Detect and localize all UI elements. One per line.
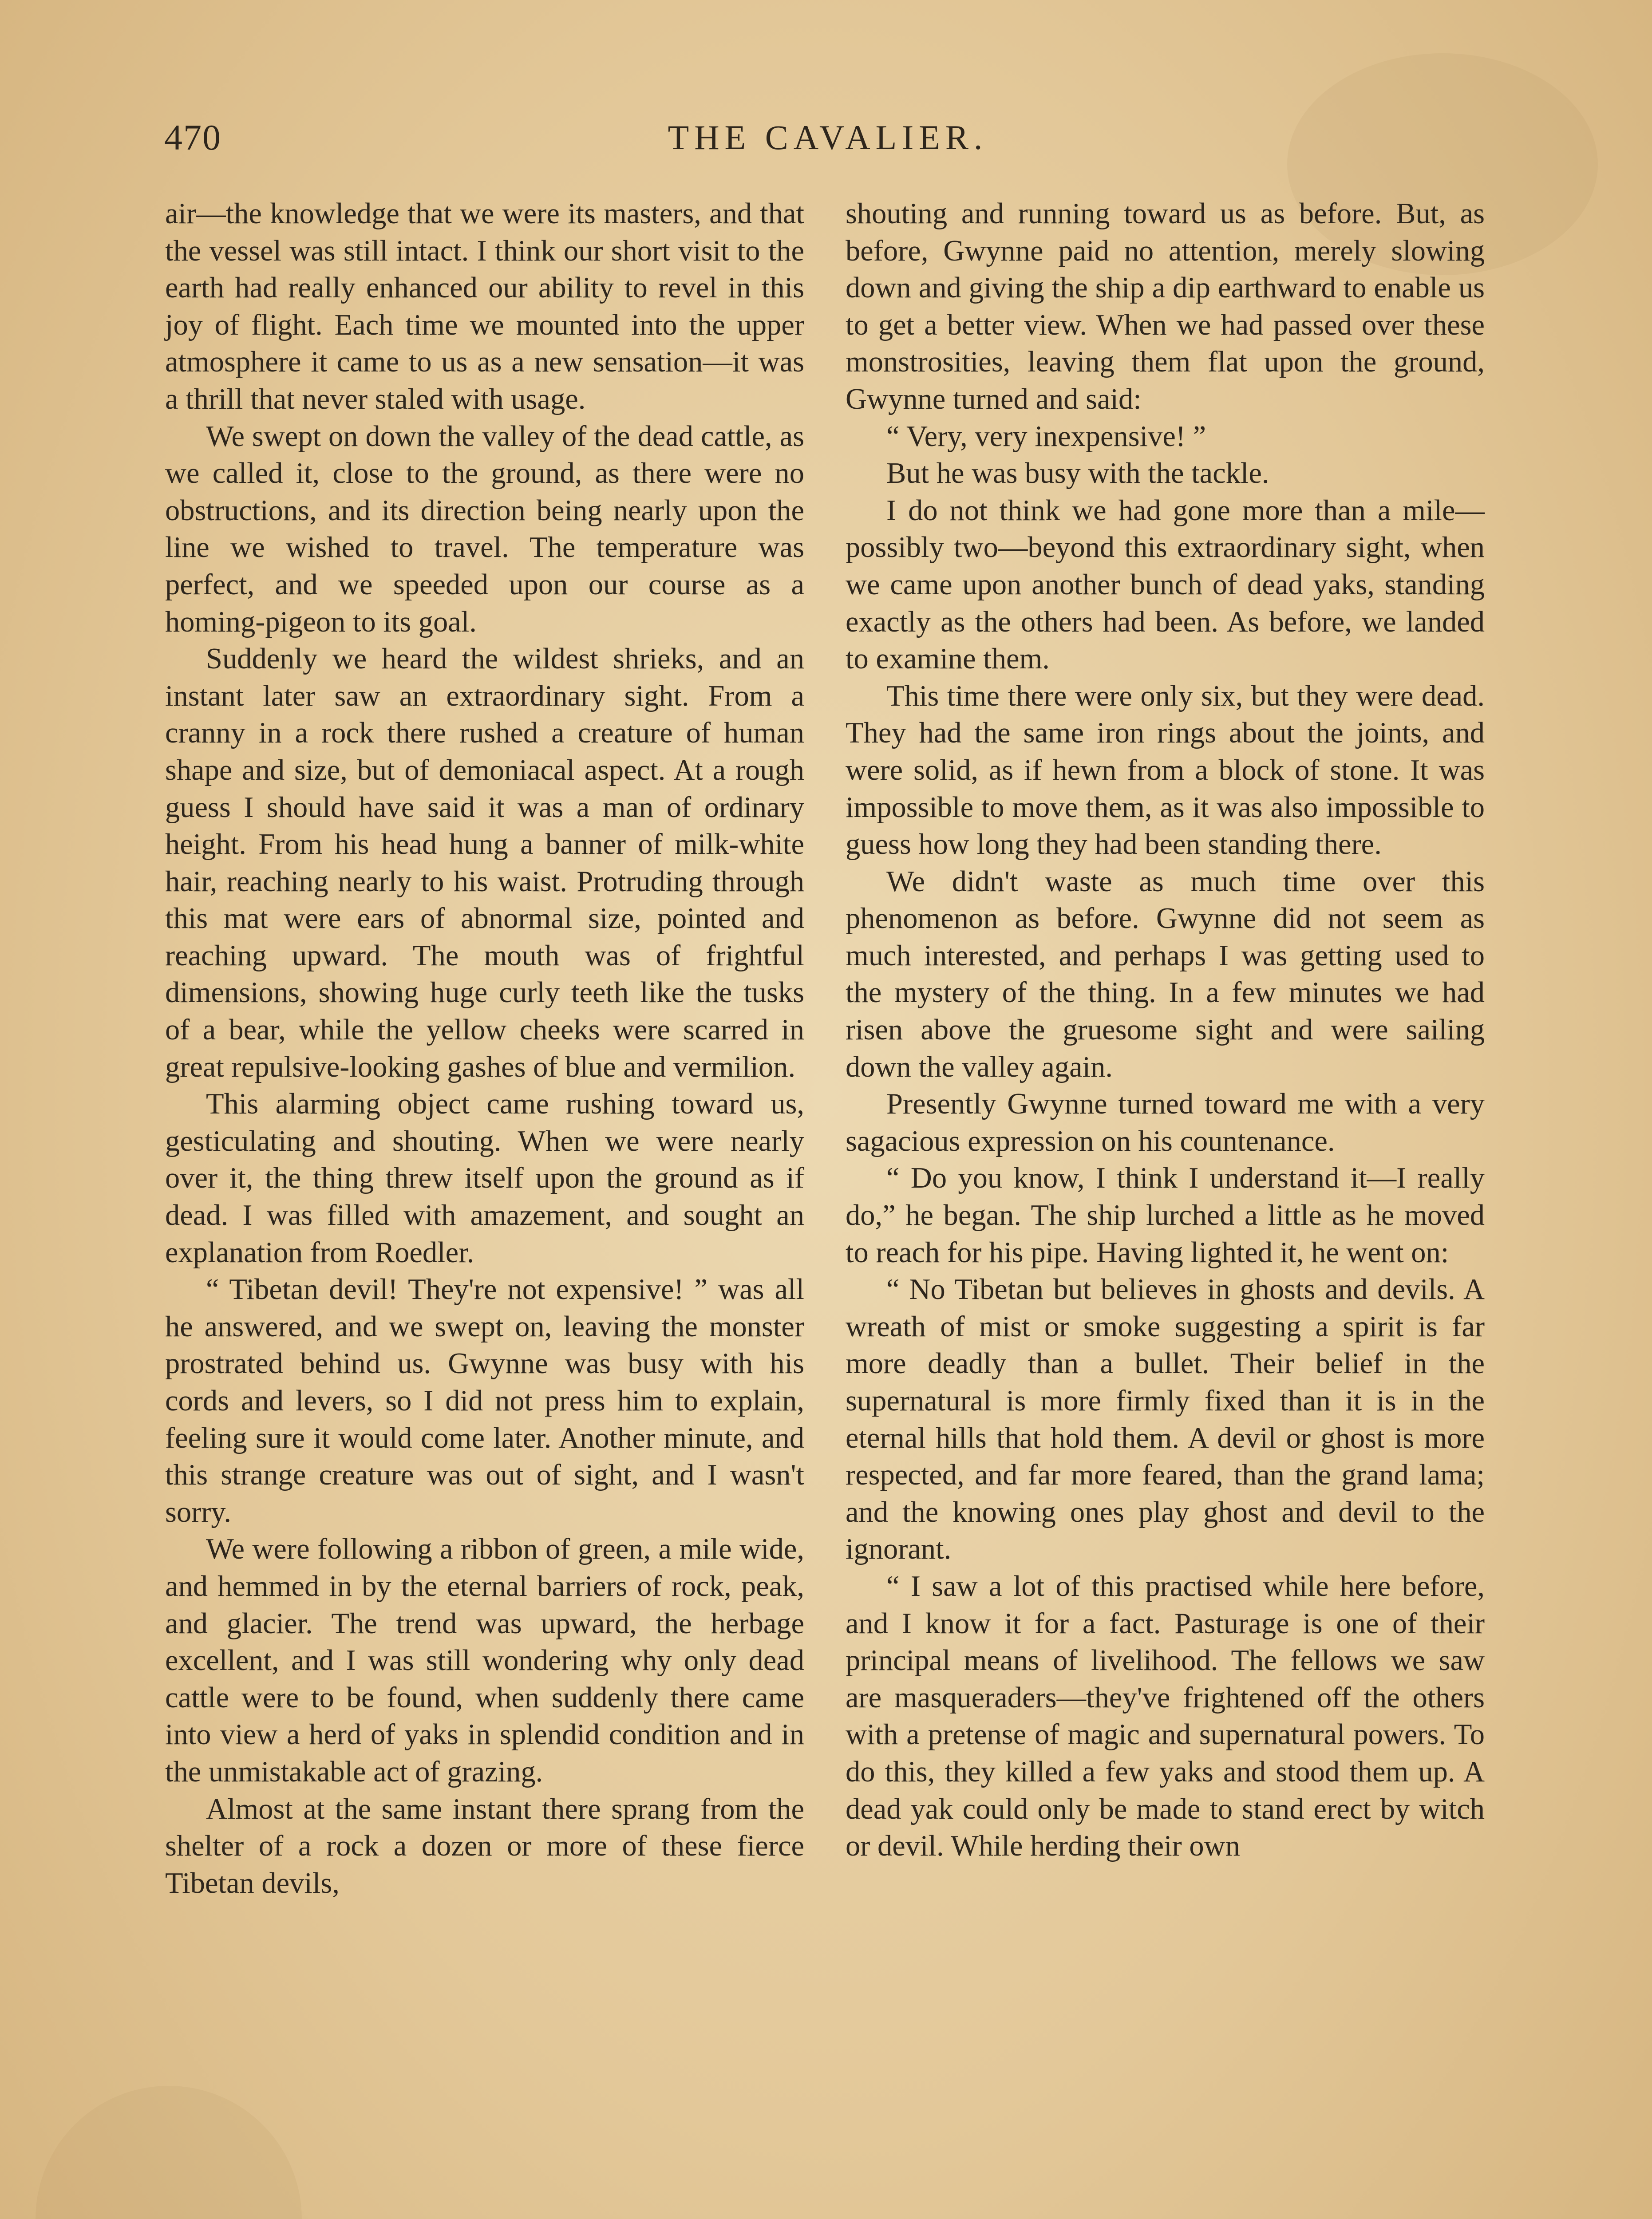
paragraph: This alarming object came rushing toward us, gesticulating and shouting. When we were nearly over it, the thing threw itself upon the ground as if dead. I was filled with amazement, and sought an explanation from Roedler. <box>165 1088 804 1269</box>
paragraph: This time there were only six, but they were dead. They had the same iron rings about the joints, and were solid, as if hewn from a block of stone. It was impossible to move them, as it was also impossible to guess how long they had been standing there. <box>846 679 1485 861</box>
paper-stain <box>36 2086 302 2219</box>
paragraph: air—the knowledge that we were its masters, and that the vessel was still intact. I think our short visit to the earth had really enhanced our ability to revel in this joy of flight. Each time we mounted into the upper atmosphere it came to us as a new sensation—it was a thrill that never staled with usage. <box>165 197 804 415</box>
paragraph: “ Do you know, I think I understand it—I really do,” he began. The ship lurched a little as he moved to reach for his pipe. Having lighted it, he went on: <box>846 1162 1485 1269</box>
running-head-title: THE CAVALIER. <box>668 118 988 157</box>
page-number: 470 <box>164 117 221 158</box>
paragraph: We swept on down the valley of the dead cattle, as we called it, close to the ground, as there were no obstructions, and its direction being nearly upon the line we wished to travel. The temperature was perfect, and we speeded upon our course as a homing-pigeon to its goal. <box>165 420 804 638</box>
paragraph: Presently Gwynne turned toward me with a very sagacious expression on his countenance. <box>846 1088 1485 1157</box>
paragraph: “ Very, very inexpensive! ” <box>886 420 1206 453</box>
paragraph: “ Tibetan devil! They're not expensive! ” was all he answered, and we swept on, leaving the monster prostrated behind us. Gwynne was busy with his cords and levers, so I did not press him to explain, feeling sure it would come later. Another minute, and this strange creature was out of sight, and I wasn't sorry. <box>165 1273 804 1528</box>
left-column <box>165 195 804 1902</box>
page-header <box>164 113 1491 162</box>
paragraph: We didn't waste as much time over this phenomenon as before. Gwynne did not seem as much interested, and perhaps I was getting used to the mystery of the thing. In a few minutes we had risen above the gruesome sight and were sailing down the valley again. <box>846 865 1485 1083</box>
paragraph: Suddenly we heard the wildest shrieks, and an instant later saw an extraordinary sight. From a cranny in a rock there rushed a creature of human shape and size, but of demoniacal aspect. At a rough guess I should have said it was a man of ordinary height. From his head hung a banner of milk-white hair, reaching nearly to his waist. Protruding through this mat were ears of abnormal size, pointed and reaching upward. The mouth was of frightful dimensions, showing huge curly teeth like the tusks of a bear, while the yellow cheeks were scarred in great repulsive-looking gashes of blue and vermilion. <box>165 643 804 1083</box>
paragraph: I do not think we had gone more than a mile—possibly two—beyond this extraordinary sight, when we came upon another bunch of dead yaks, standing exactly as the others had been. As before, we landed to examine them. <box>846 494 1485 675</box>
paragraph: “ No Tibetan but believes in ghosts and devils. A wreath of mist or smoke suggesting a spirit is far more deadly than a bullet. Their belief in the supernatural is more firmly fixed than it is in the eternal hills that hold them. A devil or ghost is more respected, and far more feared, than the grand lama; and the knowing ones play ghost and devil to the ignorant. <box>846 1273 1485 1566</box>
paragraph: We were following a ribbon of green, a mile wide, and hemmed in by the eternal barriers of rock, peak, and glacier. The trend was upward, the herbage excellent, and I was still wondering why only dead cattle were to be found, when suddenly there came into view a herd of yaks in splendid condition and in the unmistakable act of grazing. <box>165 1533 804 1788</box>
paragraph: Almost at the same instant there sprang from the shelter of a rock a dozen or more of these fierce Tibetan devils, <box>165 1793 804 1899</box>
right-column <box>846 195 1485 1865</box>
paragraph: But he was busy with the tackle. <box>886 457 1269 490</box>
paragraph: shouting and running toward us as before. But, as before, Gwynne paid no attention, merely slowing down and giving the ship a dip earthward to enable us to get a better view. When we had passed over these monstrosities, leaving them flat upon the ground, Gwynne turned and said: <box>846 197 1485 415</box>
paragraph: “ I saw a lot of this practised while here before, and I know it for a fact. Pasturage is one of their principal means of livelihood. The fellows we saw are masqueraders—they've frightened off the others with a pretense of magic and supernatural powers. To do this, they killed a few yaks and stood them up. A dead yak could only be made to stand erect by witch or devil. While herding their own <box>846 1570 1485 1863</box>
